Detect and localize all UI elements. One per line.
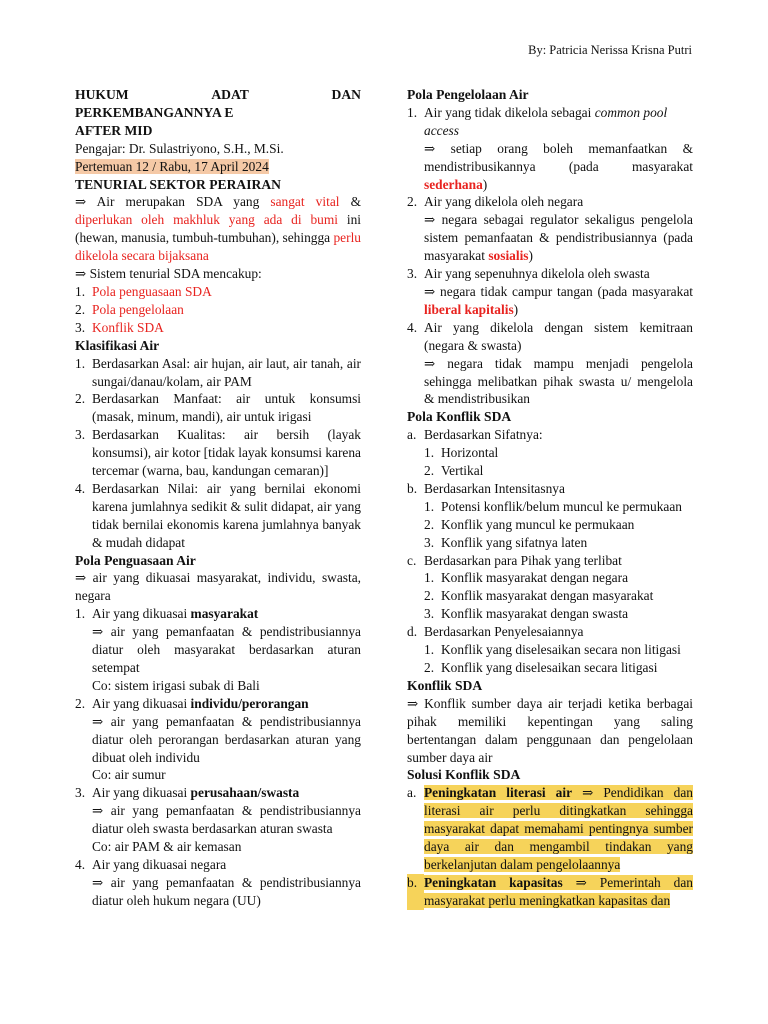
list-item: 4. Air yang dikuasai negara bbox=[75, 856, 227, 872]
konflik-paragraph: ⇒ Konflik sumber daya air terjadi ketika berbagai pihak memiliki kepentingan yang saling bertentangan dalam penggunaan dan pengelolaan sumber daya air bbox=[407, 695, 693, 765]
list-item: 2. Air yang dikuasai individu/perorangan bbox=[75, 695, 309, 711]
konflik-pola-heading: Pola Konflik SDA bbox=[407, 409, 512, 425]
list-item-desc: ⇒ air yang pemanfaatan & pendistribusiannya diatur oleh perorangan berdasarkan aturan yang dibuat oleh individu bbox=[92, 713, 361, 765]
sub-list-item: 3. Konflik masyarakat dengan swasta bbox=[424, 606, 629, 622]
list-item: b. Peningkatan kapasitas ⇒ Pemerintah dan masyarakat perlu meningkatkan kapasitas dan bbox=[407, 874, 693, 908]
list-item: 2. Air yang dikelola oleh negara bbox=[407, 194, 584, 210]
sub-list-item: 2. Konflik masyarakat dengan masyarakat bbox=[424, 588, 654, 604]
list-item: 3. Berdasarkan Kualitas: air bersih (layak konsumsi), air kotor [tidak layak konsumsi karena tercemar (warna, bau, kandungan cemaran)] bbox=[75, 427, 361, 479]
sub-list-item: 1. Konflik yang diselesaikan secara non litigasi bbox=[424, 642, 681, 658]
list-item: 3. Air yang sepenuhnya dikelola oleh swasta bbox=[407, 266, 650, 282]
penguasaan-heading: Pola Penguasaan Air bbox=[75, 552, 196, 568]
system-intro: ⇒ Sistem tenurial SDA mencakup: bbox=[75, 266, 262, 282]
title-word: DAN bbox=[331, 87, 361, 102]
doc-title-line2: PERKEMBANGANNYA E bbox=[75, 104, 234, 120]
list-item: b. Berdasarkan Intensitasnya bbox=[407, 480, 565, 496]
lecturer: Pengajar: Dr. Sulastriyono, S.H., M.Si. bbox=[75, 140, 284, 156]
sub-list-item: 2. Konflik yang muncul ke permukaan bbox=[424, 516, 635, 532]
intro-paragraph: ⇒ Air merupakan SDA yang sangat vital & diperlukan oleh makhluk yang ada di bumi ini (hewan, manusia, tumbuh-tumbuhan), sehingga perlu dikelola secara bijaksana bbox=[75, 194, 361, 264]
sub-list-item: 1. Horizontal bbox=[424, 445, 499, 461]
list-item: 3. Air yang dikuasai perusahaan/swasta bbox=[75, 785, 300, 801]
author-byline: By: Patricia Nerissa Krisna Putri bbox=[528, 43, 692, 57]
list-item: 1. Air yang dikuasai masyarakat bbox=[75, 606, 259, 622]
title-word: HUKUM bbox=[75, 87, 129, 102]
list-item-desc: ⇒ setiap orang boleh memanfaatkan & mendistribusikannya (pada masyarakat sederhana) bbox=[424, 140, 693, 192]
doc-title-line1 bbox=[75, 86, 361, 104]
sub-list-item: 2. Konflik yang diselesaikan secara litigasi bbox=[424, 660, 658, 675]
right-column bbox=[407, 86, 693, 910]
konflik-heading: Konflik SDA bbox=[407, 677, 483, 693]
list-item: 1. Berdasarkan Asal: air hujan, air laut, air tanah, air sungai/danau/kolam, air PAM bbox=[75, 355, 361, 389]
list-item: d. Berdasarkan Penyelesaiannya bbox=[407, 624, 584, 640]
sub-list-item: 1. Konflik masyarakat dengan negara bbox=[424, 570, 629, 586]
list-item: 2. Berdasarkan Manfaat: air untuk konsumsi (masak, minum, mandi), air untuk irigasi bbox=[75, 391, 361, 425]
sub-list-item: 3. Konflik yang sifatnya laten bbox=[424, 534, 588, 550]
list-item-example: Co: air sumur bbox=[92, 767, 166, 783]
list-item-desc: ⇒ negara tidak campur tangan (pada masyarakat liberal kapitalis) bbox=[424, 283, 693, 317]
list-item: 1. Air yang tidak dikelola sebagai common pool access bbox=[407, 104, 668, 138]
penguasaan-intro: ⇒ air yang dikuasai masyarakat, individu, swasta, negara bbox=[75, 570, 361, 604]
doc-title-line3: AFTER MID bbox=[75, 122, 153, 138]
klasifikasi-heading: Klasifikasi Air bbox=[75, 337, 160, 353]
list-item-example: Co: air PAM & air kemasan bbox=[92, 839, 242, 855]
left-column bbox=[75, 86, 361, 910]
list-item-desc: ⇒ air yang pemanfaatan & pendistribusiannya diatur oleh masyarakat berdasarkan aturan setempat bbox=[92, 624, 361, 675]
list-item-desc: ⇒ air yang pemanfaatan & pendistribusiannya diatur oleh hukum negara (UU) bbox=[92, 874, 361, 908]
list-item: 2. Pola pengelolaan bbox=[75, 301, 184, 317]
list-item: 4. Air yang dikelola dengan sistem kemitraan (negara & swasta) bbox=[407, 319, 693, 353]
meeting-date: Pertemuan 12 / Rabu, 17 April 2024 bbox=[75, 158, 269, 174]
section-title: TENURIAL SEKTOR PERAIRAN bbox=[75, 176, 281, 192]
sub-list-item: 2. Vertikal bbox=[424, 463, 484, 479]
list-item-example: Co: sistem irigasi subak di Bali bbox=[92, 677, 260, 693]
list-item: a. Berdasarkan Sifatnya: bbox=[407, 427, 543, 443]
list-item-desc: ⇒ negara tidak mampu menjadi pengelola sehingga melibatkan pihak swasta u/ mengelola & mendistribusikan bbox=[424, 355, 693, 407]
list-item: a. Peningkatan literasi air ⇒ Pendidikan dan literasi air perlu ditingkatkan sehingga masyarakat dapat memahami pentingnya sumber daya air dan mengambil tindakan yang berkelanjutan dalam pengelolaannya bbox=[407, 785, 693, 872]
list-item: 4. Berdasarkan Nilai: air yang bernilai ekonomi karena jumlahnya sedikit & sulit didapat, air yang tidak bernilai ekonomis karena jumlahnya banyak & mudah didapat bbox=[75, 480, 361, 550]
list-item-desc: ⇒ negara sebagai regulator sekaligus pengelola sistem pemanfaatan & pendistribusiannya (pada masyarakat sosialis) bbox=[424, 212, 693, 264]
pengelolaan-heading: Pola Pengelolaan Air bbox=[407, 87, 529, 102]
list-item: c. Berdasarkan para Pihak yang terlibat bbox=[407, 552, 622, 568]
title-word: ADAT bbox=[211, 87, 249, 102]
sub-list-item: 1. Potensi konflik/belum muncul ke permukaan bbox=[424, 498, 682, 514]
list-item: 1. Pola penguasaan SDA bbox=[75, 283, 212, 299]
list-item-desc: ⇒ air yang pemanfaatan & pendistribusiannya diatur oleh swasta berdasarkan aturan swasta bbox=[92, 803, 361, 837]
solusi-heading: Solusi Konflik SDA bbox=[407, 767, 521, 783]
list-item: 3. Konflik SDA bbox=[75, 319, 164, 335]
